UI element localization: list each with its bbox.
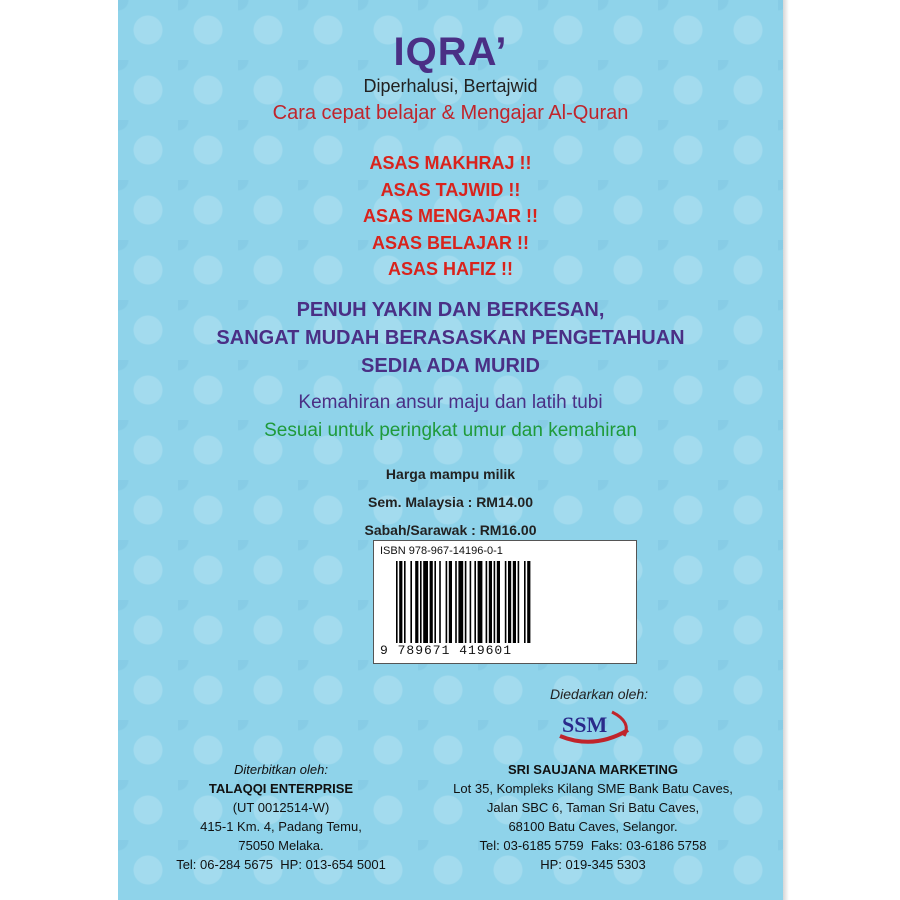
barcode-bar xyxy=(486,561,488,643)
distributor-address-line: Jalan SBC 6, Taman Sri Batu Caves, xyxy=(486,800,700,815)
barcode-bar xyxy=(494,561,496,643)
price-peninsular-label: Sem. Malaysia xyxy=(368,494,464,510)
asas-item: ASAS TAJWID !! xyxy=(380,179,521,200)
price-peninsular-value: RM14.00 xyxy=(476,494,533,510)
asas-item: ASAS BELAJAR !! xyxy=(371,232,529,253)
price-heading: Harga mampu milik xyxy=(385,466,516,482)
book-subtitle: Diperhalusi, Bertajwid xyxy=(363,76,538,96)
distributor-address-line: 68100 Batu Caves, Selangor. xyxy=(508,819,678,834)
distributor-contacts xyxy=(428,836,758,855)
price-peninsular: Sem. Malaysia : RM14.00 xyxy=(368,494,533,510)
page-edge-shadow xyxy=(783,0,789,900)
barcode-bar xyxy=(505,561,507,643)
barcode-bar xyxy=(410,561,412,643)
book-title: IQRA’ xyxy=(393,30,508,74)
publisher-block xyxy=(166,760,396,874)
claim-line: PENUH YAKIN DAN BERKESAN, xyxy=(296,299,605,321)
price-east-value: RM16.00 xyxy=(479,522,537,538)
barcode-bar xyxy=(489,561,492,643)
barcode-digits: 9 789671 419601 xyxy=(380,643,513,658)
asas-item: ASAS MENGAJAR !! xyxy=(362,206,538,226)
barcode-bar xyxy=(446,561,448,643)
publisher-address-line: 75050 Melaka. xyxy=(238,838,324,853)
barcode-bar xyxy=(420,561,422,643)
asas-item: ASAS MAKHRAJ !! xyxy=(369,153,532,173)
distributor-tel: Tel: 03-6185 5759 xyxy=(479,838,584,853)
publisher-label: Diterbitkan oleh: xyxy=(234,762,328,777)
barcode-bar xyxy=(508,561,511,643)
barcode-bar xyxy=(458,561,463,643)
barcode-bar xyxy=(513,561,516,643)
barcode-bar xyxy=(423,561,428,643)
barcode-bar xyxy=(518,561,520,643)
price-east: Sabah/Sarawak : RM16.00 xyxy=(364,522,537,538)
distributor-hp: HP: 019-345 5303 xyxy=(540,857,646,872)
asas-item: ASAS HAFIZ !! xyxy=(388,259,513,279)
barcode-bar xyxy=(465,561,467,643)
claim-line: SEDIA ADA MURID xyxy=(361,355,540,377)
distributor-name: SRI SAUJANA MARKETING xyxy=(508,762,678,777)
distributor-address-line: Lot 35, Kompleks Kilang SME Bank Batu Caves, xyxy=(453,781,733,796)
claim-line: SANGAT MUDAH BERASASKAN PENGETAHUAN xyxy=(216,327,685,349)
barcode-bar xyxy=(470,561,472,643)
barcode-bar xyxy=(449,561,452,643)
book-tagline: Cara cepat belajar & Mengajar Al-Quran xyxy=(272,102,629,124)
barcode-bar xyxy=(455,561,457,643)
claim-block xyxy=(118,296,783,380)
barcode-bar xyxy=(478,561,483,643)
barcode-bar xyxy=(415,561,418,643)
barcode-bar xyxy=(524,561,526,643)
ssm-logo-text: SSM xyxy=(562,712,608,737)
barcode-box xyxy=(373,540,637,664)
price-east-label: Sabah/Sarawak xyxy=(364,522,468,538)
barcode-bar xyxy=(439,561,441,643)
feature-line-2: Sesuai untuk peringkat umur dan kemahiran xyxy=(264,420,637,441)
isbn-text: ISBN 978-967-14196-0-1 xyxy=(380,545,503,557)
barcode-bar xyxy=(404,561,406,643)
barcode-bar xyxy=(497,561,500,643)
barcode-bar xyxy=(396,561,398,643)
barcode-bars xyxy=(396,561,616,643)
book-back-cover xyxy=(118,0,783,900)
barcode-bar xyxy=(527,561,530,643)
distributor-block xyxy=(428,760,758,874)
publisher-address-line: 415-1 Km. 4, Padang Temu, xyxy=(200,819,362,834)
publisher-hp: HP: 013-654 5001 xyxy=(280,857,386,872)
barcode-bar xyxy=(399,561,402,643)
barcode-bar xyxy=(474,561,476,643)
distributor-fax: Faks: 03-6186 5758 xyxy=(590,838,707,853)
publisher-name: TALAQQI ENTERPRISE xyxy=(208,781,354,796)
asas-list xyxy=(118,150,783,283)
publisher-contacts xyxy=(166,855,396,874)
barcode-bar xyxy=(430,561,433,643)
barcode-bar xyxy=(434,561,436,643)
publisher-tel: Tel: 06-284 5675 xyxy=(176,857,274,872)
ssm-logo xyxy=(554,706,634,746)
distributor-label: Diedarkan oleh: xyxy=(550,686,649,702)
publisher-reg: (UT 0012514-W) xyxy=(232,800,330,815)
feature-line-1: Kemahiran ansur maju dan latih tubi xyxy=(298,392,603,413)
